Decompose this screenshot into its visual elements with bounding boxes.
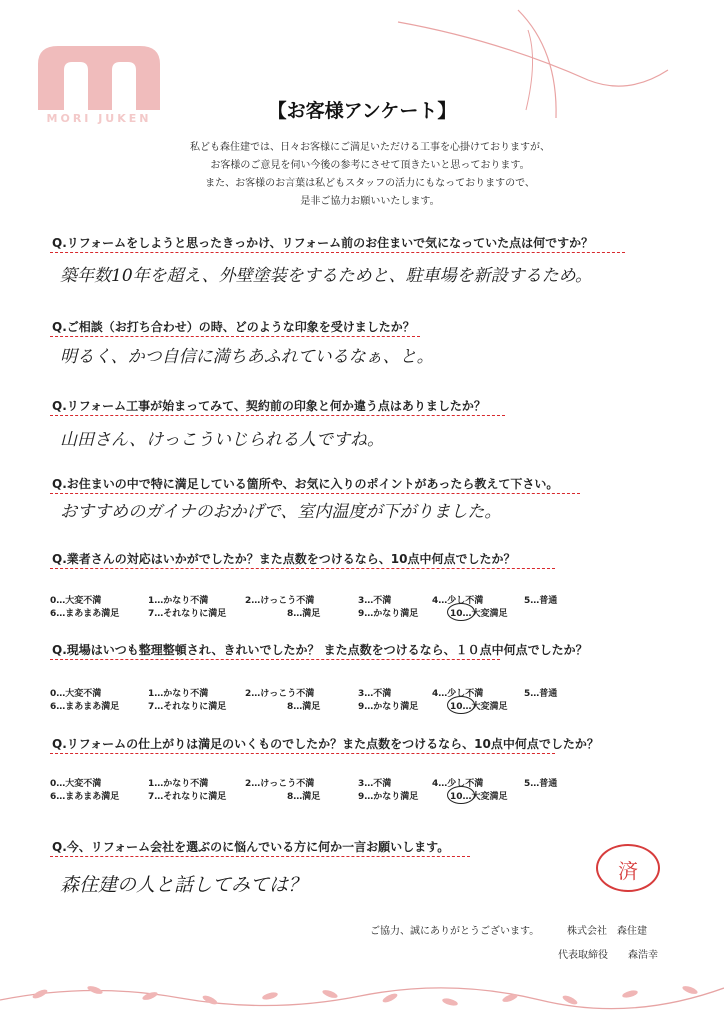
question-underline: [50, 493, 580, 494]
logo-text: MORI JUKEN: [46, 112, 152, 125]
scale-option-selected: 10…大変満足: [450, 792, 508, 802]
scale-option: 8…満足: [287, 792, 321, 802]
scale-option: 3…不満: [358, 596, 392, 606]
scale-option: 2…けっこう不満: [245, 779, 315, 789]
answer-1: 築年数10年を超え、外壁塗装をするためと、駐車場を新設するため。: [60, 266, 592, 286]
question-8: Q.今、リフォーム会社を選ぶのに悩んでいる方に何か一言お願いします。: [52, 840, 450, 854]
question-3: Q.リフォーム工事が始まってみて、契約前の印象と何か違う点はありましたか？: [52, 399, 486, 413]
scale-option: 9…かなり満足: [358, 702, 419, 712]
vine-border: [0, 960, 724, 1024]
scale-option: 2…けっこう不満: [245, 689, 315, 699]
scale-option: 3…不満: [358, 779, 392, 789]
scale-option: 7…それなりに満足: [148, 609, 227, 619]
selected-circle: [447, 603, 475, 621]
checked-stamp: [596, 844, 660, 892]
scale-option: 6…まあまあ満足: [50, 792, 120, 802]
question-underline: [50, 753, 555, 754]
answer-2: 明るく、かつ自信に満ちあふれているなぁ、と。: [60, 347, 434, 367]
scale-option: 0…大変不満: [50, 689, 102, 699]
scale-option: 3…不満: [358, 689, 392, 699]
scale-option: 2…けっこう不満: [245, 596, 315, 606]
intro-line: また、お客様のお言葉は私どもスタッフの活力にもなっておりますので、: [205, 178, 535, 189]
scale-option: 9…かなり満足: [358, 609, 419, 619]
page-title: 【お客様アンケート】: [267, 100, 457, 122]
scale-option: 8…満足: [287, 702, 321, 712]
scale-option-selected: 10…大変満足: [450, 609, 508, 619]
answer-3: 山田さん、けっこういじられる人ですね。: [60, 430, 385, 450]
question-4: Q.お住まいの中で特に満足している箇所や、お気に入りのポイントがあったら教えて下さい。: [52, 477, 559, 491]
scale-option: 5…普通: [524, 596, 558, 606]
question-underline: [50, 252, 625, 253]
scale-option: 9…かなり満足: [358, 792, 419, 802]
intro-line: 私ども森住建では、日々お客様にご満足いただける工事を心掛けておりますが、: [190, 142, 550, 153]
thanks-text: ご協力、誠にありがとうございます。: [370, 926, 540, 937]
question-1: Q.リフォームをしようと思ったきっかけ、リフォーム前のお住まいで気になっていた点は何ですか？: [52, 236, 594, 250]
scale-option: 4…少し不満: [432, 779, 484, 789]
scale-option: 6…まあまあ満足: [50, 702, 120, 712]
scale-option: 4…少し不満: [432, 689, 484, 699]
intro-line: 是非ご協力お願いいたします。: [300, 196, 440, 207]
question-underline: [50, 568, 555, 569]
scale-option: 6…まあまあ満足: [50, 609, 120, 619]
representative-name: 森浩幸: [628, 950, 658, 961]
question-6: Q.現場はいつも整理整頓され、きれいでしたか？ また点数をつけるなら、１０点中何点でしたか？: [52, 643, 588, 657]
question-underline: [50, 415, 505, 416]
answer-8: 森住建の人と話してみては？: [60, 874, 308, 896]
question-underline: [50, 659, 500, 660]
scale-option: 1…かなり不満: [148, 596, 209, 606]
answer-4: おすすめのガイナのおかげで、室内温度が下がりました。: [60, 502, 502, 522]
scale-option: 4…少し不満: [432, 596, 484, 606]
scale-option: 5…普通: [524, 689, 558, 699]
scale-option: 8…満足: [287, 609, 321, 619]
scale-option: 7…それなりに満足: [148, 792, 227, 802]
scale-option: 5…普通: [524, 779, 558, 789]
company-name: 株式会社 森住建: [567, 926, 647, 937]
selected-circle: [447, 696, 475, 714]
scale-option: 1…かなり不満: [148, 779, 209, 789]
scale-option: 0…大変不満: [50, 779, 102, 789]
question-2: Q.ご相談（お打ち合わせ）の時、どのような印象を受けましたか？: [52, 320, 415, 334]
representative-title: 代表取締役: [558, 950, 608, 961]
scale-option: 7…それなりに満足: [148, 702, 227, 712]
question-5: Q.業者さんの対応はいかがでしたか？また点数をつけるなら、10点中何点でしたか？: [52, 552, 516, 566]
question-underline: [50, 856, 470, 857]
selected-circle: [447, 786, 475, 804]
stamp-mark: 済: [618, 859, 638, 883]
question-underline: [50, 336, 420, 337]
scale-option-selected: 10…大変満足: [450, 702, 508, 712]
intro-line: お客様のご意見を伺い今後の参考にさせて頂きたいと思っております。: [210, 160, 530, 171]
scale-option: 1…かなり不満: [148, 689, 209, 699]
question-7: Q.リフォームの仕上がりは満足のいくものでしたか？また点数をつけるなら、10点中何点でしたか？: [52, 737, 599, 751]
scale-option: 0…大変不満: [50, 596, 102, 606]
